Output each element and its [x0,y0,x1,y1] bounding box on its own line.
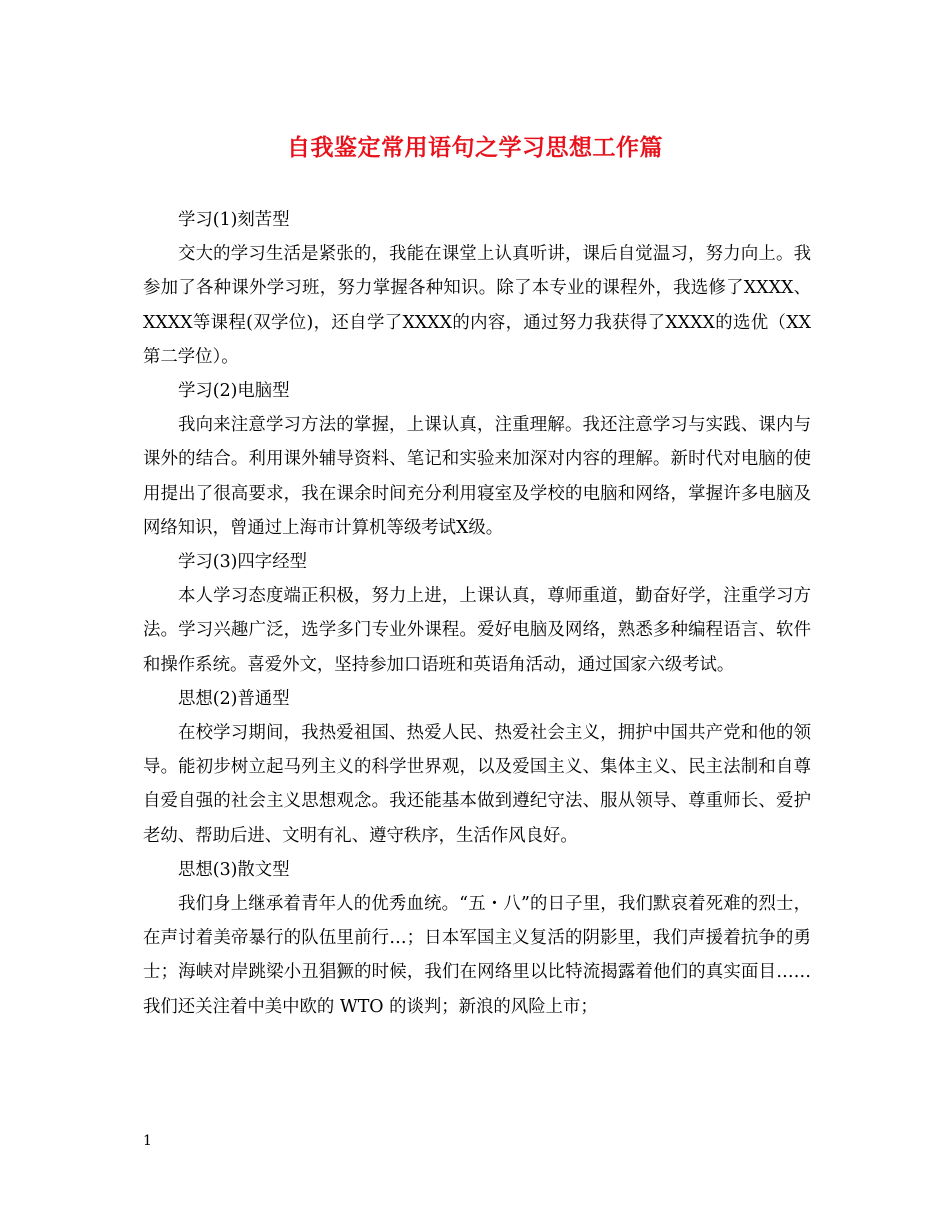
page-number: 1 [143,1133,152,1149]
section-heading-thought-2: 思想(2)普通型 [178,688,290,709]
section-heading-thought-3: 思想(3)散文型 [178,859,290,880]
document-title: 自我鉴定常用语句之学习思想工作篇 [287,134,663,161]
paragraph-thought-2: 在校学习期间，我热爱祖国、热爱人民、热爱社会主义，拥护中国共产党和他的领导。能初步树立起马列主义的科学世界观，以及爱国主义、集体主义、民主法制和自尊自爱自强的社会主义思想观念。我还能基本做到遵纪守法、服从领导、尊重师长、爱护老幼、帮助后进、文明有礼、遵守秩序，生活作风良好。 [143,723,811,846]
section-heading-study-3: 学习(3)四字经型 [178,552,307,573]
paragraph-study-3: 本人学习态度端正积极，努力上进，上课认真，尊师重道，勤奋好学，注重学习方法。学习兴趣广泛，选学多门专业外课程。爱好电脑及网络，熟悉多种编程语言、软件和操作系统。喜爱外文，坚持参加口语班和英语角活动，通过国家六级考试。 [143,586,811,675]
paragraph-thought-3: 我们身上继承着青年人的优秀血统。“五・八”的日子里，我们默哀着死难的烈士，在声讨着美帝暴行的队伍里前行…；日本军国主义复活的阴影里，我们声援着抗争的勇士；海峡对岸跳梁小丑猖獗的时候，我们在网络里以比特流揭露着他们的真实面目……我们还关注着中美中欧的 WTO 的谈判；新浪的风险上市； [143,894,811,1017]
paragraph-study-1: 交大的学习生活是紧张的，我能在课堂上认真听讲，课后自觉温习，努力向上。我参加了各种课外学习班，努力掌握各种知识。除了本专业的课程外，我选修了XXXX、XXXX等课程(双学位)，还自学了XXXX的内容，通过努力我获得了XXXX的选优（XX第二学位）。 [143,244,811,367]
document-body [143,203,811,1024]
section-heading-study-1: 学习(1)刻苦型 [178,210,290,230]
paragraph-study-2: 我向来注意学习方法的掌握，上课认真，注重理解。我还注意学习与实践、课内与课外的结合。利用课外辅导资料、笔记和实验来加深对内容的理解。新时代对电脑的使用提出了很高要求，我在课余时间充分利用寝室及学校的电脑和网络，掌握许多电脑及网络知识，曾通过上海市计算机等级考试X级。 [143,415,811,538]
section-heading-study-2: 学习(2)电脑型 [178,381,290,402]
